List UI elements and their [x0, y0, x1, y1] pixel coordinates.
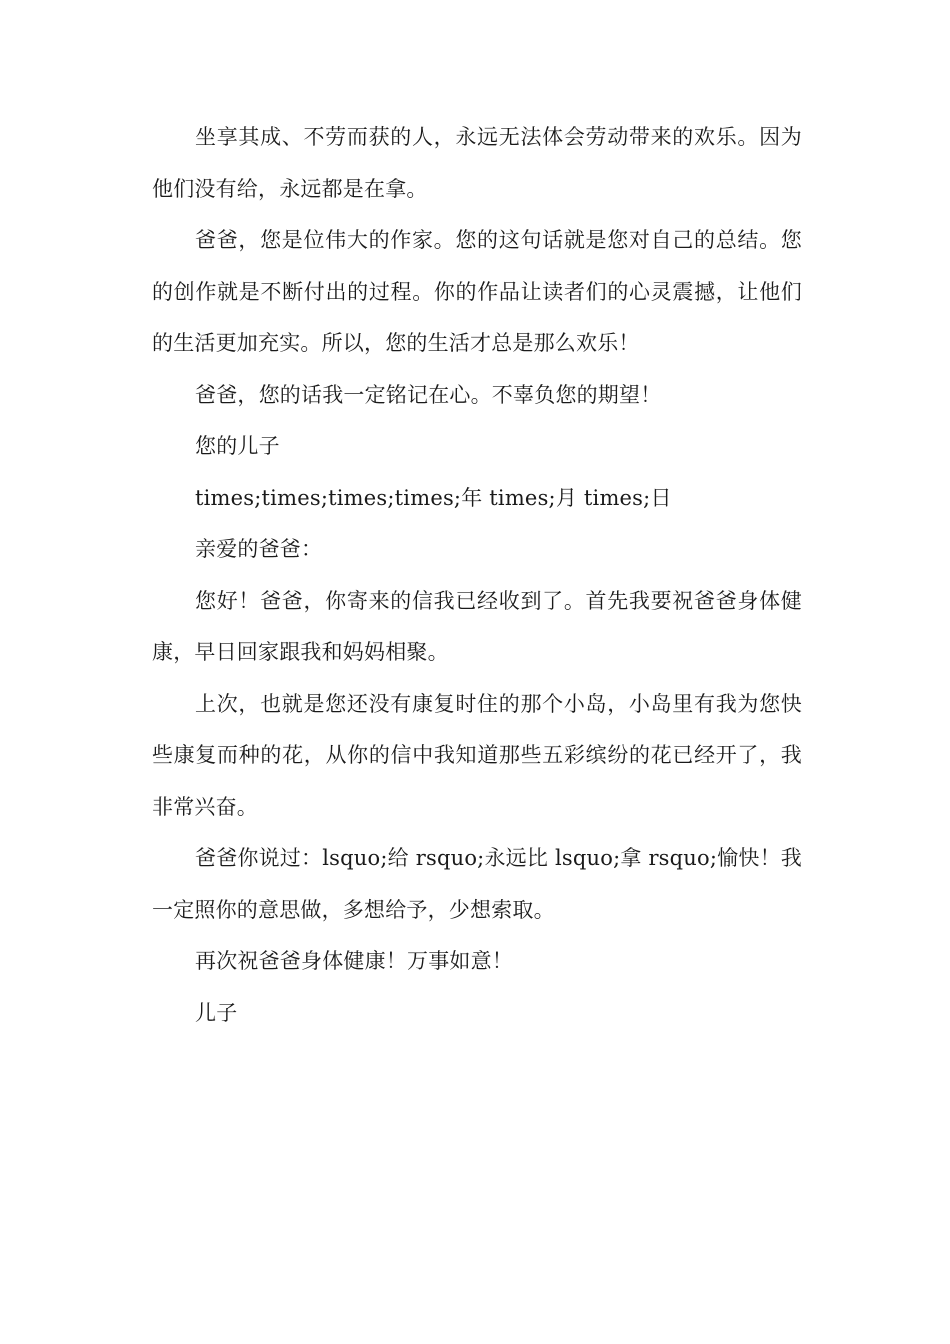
paragraph-2: 爸爸，您是位伟大的作家。您的这句话就是您对自己的总结。您的创作就是不断付出的过程。你的作品让读者们的心灵震撼，让他们的生活更加充实。所以，您的生活才总是那么欢乐！	[152, 228, 802, 355]
paragraph-5: 上次，也就是您还没有康复时住的那个小岛，小岛里有我为您快些康复而种的花，从你的信中我知道那些五彩缤纷的花已经开了，我非常兴奋。	[152, 691, 802, 819]
paragraph-7: 再次祝爸爸身体健康！万事如意！	[195, 949, 513, 973]
paragraph-6: 爸爸你说过：lsquo;给 rsquo;永远比 lsquo;拿 rsquo;愉快！我一定照你的意思做，多想给予，少想索取。	[152, 846, 802, 922]
salutation: 亲爱的爸爸：	[195, 537, 323, 561]
date-line: times;times;times;times;年 times;月 times;日	[195, 485, 672, 510]
paragraph-4: 您好！爸爸，你寄来的信我已经收到了。首先我要祝爸爸身体健康，早日回家跟我和妈妈相聚。	[152, 588, 802, 664]
signature-son-2: 儿子	[195, 1000, 238, 1025]
paragraph-1: 坐享其成、不劳而获的人，永远无法体会劳动带来的欢乐。因为他们没有给，永远都是在拿。	[152, 125, 802, 201]
signature-son-1: 您的儿子	[195, 434, 280, 458]
paragraph-3: 爸爸，您的话我一定铭记在心。不辜负您的期望！	[195, 382, 662, 407]
letter-body	[152, 112, 802, 1039]
